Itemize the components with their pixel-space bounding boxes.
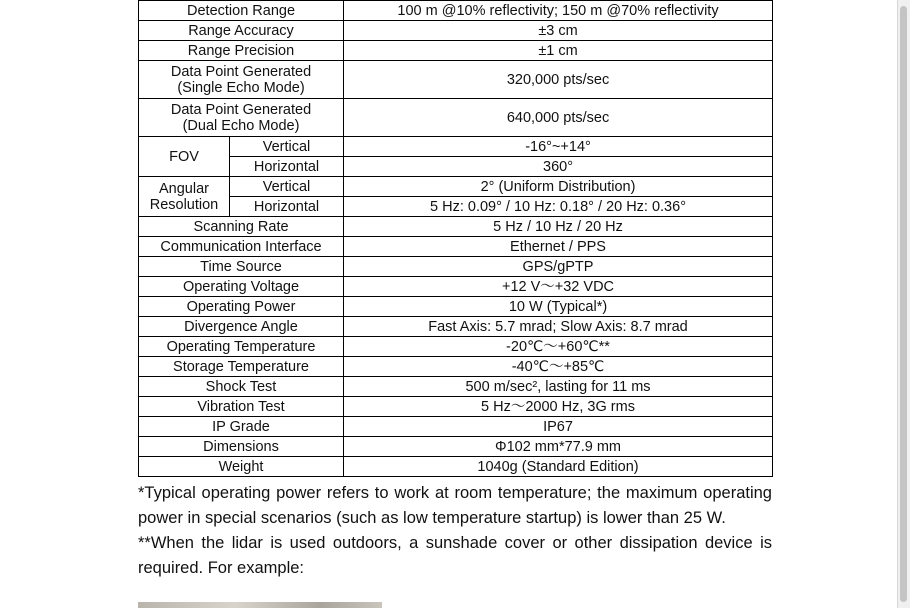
table-row xyxy=(139,257,773,277)
spec-label: Dimensions xyxy=(139,437,344,457)
table-row xyxy=(139,217,773,237)
spec-value: +12 V～+32 VDC xyxy=(344,277,773,297)
table-row xyxy=(139,1,773,21)
spec-document xyxy=(138,0,772,477)
spec-sublabel: Horizontal xyxy=(230,197,344,217)
table-row xyxy=(139,157,773,177)
spec-value: 360° xyxy=(344,157,773,177)
table-row xyxy=(139,297,773,317)
table-row xyxy=(139,99,773,137)
spec-label: Divergence Angle xyxy=(139,317,344,337)
spec-label-line: Data Point Generated xyxy=(170,63,312,80)
spec-value: ±3 cm xyxy=(344,21,773,41)
spec-label: Operating Temperature xyxy=(139,337,344,357)
spec-value: 100 m @10% reflectivity; 150 m @70% reflectivity xyxy=(344,1,773,21)
spec-label: Operating Power xyxy=(139,297,344,317)
table-row xyxy=(139,357,773,377)
table-row xyxy=(139,61,773,99)
spec-label: Detection Range xyxy=(139,1,344,21)
spec-value: 1040g (Standard Edition) xyxy=(344,457,773,477)
spec-label: Vibration Test xyxy=(139,397,344,417)
spec-value: 10 W (Typical*) xyxy=(344,297,773,317)
spec-label: Scanning Rate xyxy=(139,217,344,237)
footnote-operating-power: *Typical operating power refers to work at room temperature; the maximum operating power in special scenarios (such as low temperature startup) is lower than 25 W. xyxy=(138,484,772,527)
spec-sublabel: Vertical xyxy=(230,177,344,197)
table-row xyxy=(139,177,773,197)
spec-label: Operating Voltage xyxy=(139,277,344,297)
spec-value: -20℃～+60℃** xyxy=(344,337,773,357)
spec-label-line: Angular xyxy=(159,180,209,197)
spec-value: Φ102 mm*77.9 mm xyxy=(344,437,773,457)
table-row xyxy=(139,197,773,217)
table-row xyxy=(139,457,773,477)
spec-value: -40℃～+85℃ xyxy=(344,357,773,377)
spec-label: Range Precision xyxy=(139,41,344,61)
spec-value: Fast Axis: 5.7 mrad; Slow Axis: 8.7 mrad xyxy=(344,317,773,337)
table-row xyxy=(139,21,773,41)
spec-label: Shock Test xyxy=(139,377,344,397)
example-image xyxy=(138,602,382,608)
spec-label: Range Accuracy xyxy=(139,21,344,41)
spec-label-line: Resolution xyxy=(149,196,219,213)
spec-value: 500 m/sec², lasting for 11 ms xyxy=(344,377,773,397)
spec-label: Time Source xyxy=(139,257,344,277)
spec-value: -16°~+14° xyxy=(344,137,773,157)
spec-value: ±1 cm xyxy=(344,41,773,61)
table-row xyxy=(139,277,773,297)
spec-label-line: (Single Echo Mode) xyxy=(177,79,305,96)
spec-value: 5 Hz: 0.09° / 10 Hz: 0.18° / 20 Hz: 0.36° xyxy=(344,197,773,217)
spec-value: 5 Hz / 10 Hz / 20 Hz xyxy=(344,217,773,237)
spec-label: Storage Temperature xyxy=(139,357,344,377)
spec-label: IP Grade xyxy=(139,417,344,437)
spec-sublabel: Vertical xyxy=(230,137,344,157)
spec-value: 320,000 pts/sec xyxy=(344,61,773,99)
spec-label-line: (Dual Echo Mode) xyxy=(182,117,300,134)
footnote-outdoor-use: **When the lidar is used outdoors, a sunshade cover or other dissipation device is required. For example: xyxy=(138,534,772,577)
spec-label: Communication Interface xyxy=(139,237,344,257)
spec-label: Weight xyxy=(139,457,344,477)
footnotes xyxy=(138,481,772,581)
table-row xyxy=(139,417,773,437)
spec-sublabel: Horizontal xyxy=(230,157,344,177)
vertical-scrollbar[interactable] xyxy=(897,0,910,608)
spec-value: 2° (Uniform Distribution) xyxy=(344,177,773,197)
spec-value: 5 Hz～2000 Hz, 3G rms xyxy=(344,397,773,417)
spec-label xyxy=(139,61,344,99)
table-row xyxy=(139,41,773,61)
table-row xyxy=(139,397,773,417)
spec-value: GPS/gPTP xyxy=(344,257,773,277)
table-row xyxy=(139,137,773,157)
spec-value: IP67 xyxy=(344,417,773,437)
specification-table xyxy=(138,0,773,477)
scrollbar-thumb[interactable] xyxy=(900,6,907,602)
spec-group-label: FOV xyxy=(139,137,230,177)
table-row xyxy=(139,377,773,397)
table-row xyxy=(139,317,773,337)
table-row xyxy=(139,337,773,357)
spec-label-line: Data Point Generated xyxy=(170,101,312,118)
spec-value: 640,000 pts/sec xyxy=(344,99,773,137)
table-row xyxy=(139,437,773,457)
spec-value: Ethernet / PPS xyxy=(344,237,773,257)
spec-group-label xyxy=(139,177,230,217)
table-row xyxy=(139,237,773,257)
spec-label xyxy=(139,99,344,137)
